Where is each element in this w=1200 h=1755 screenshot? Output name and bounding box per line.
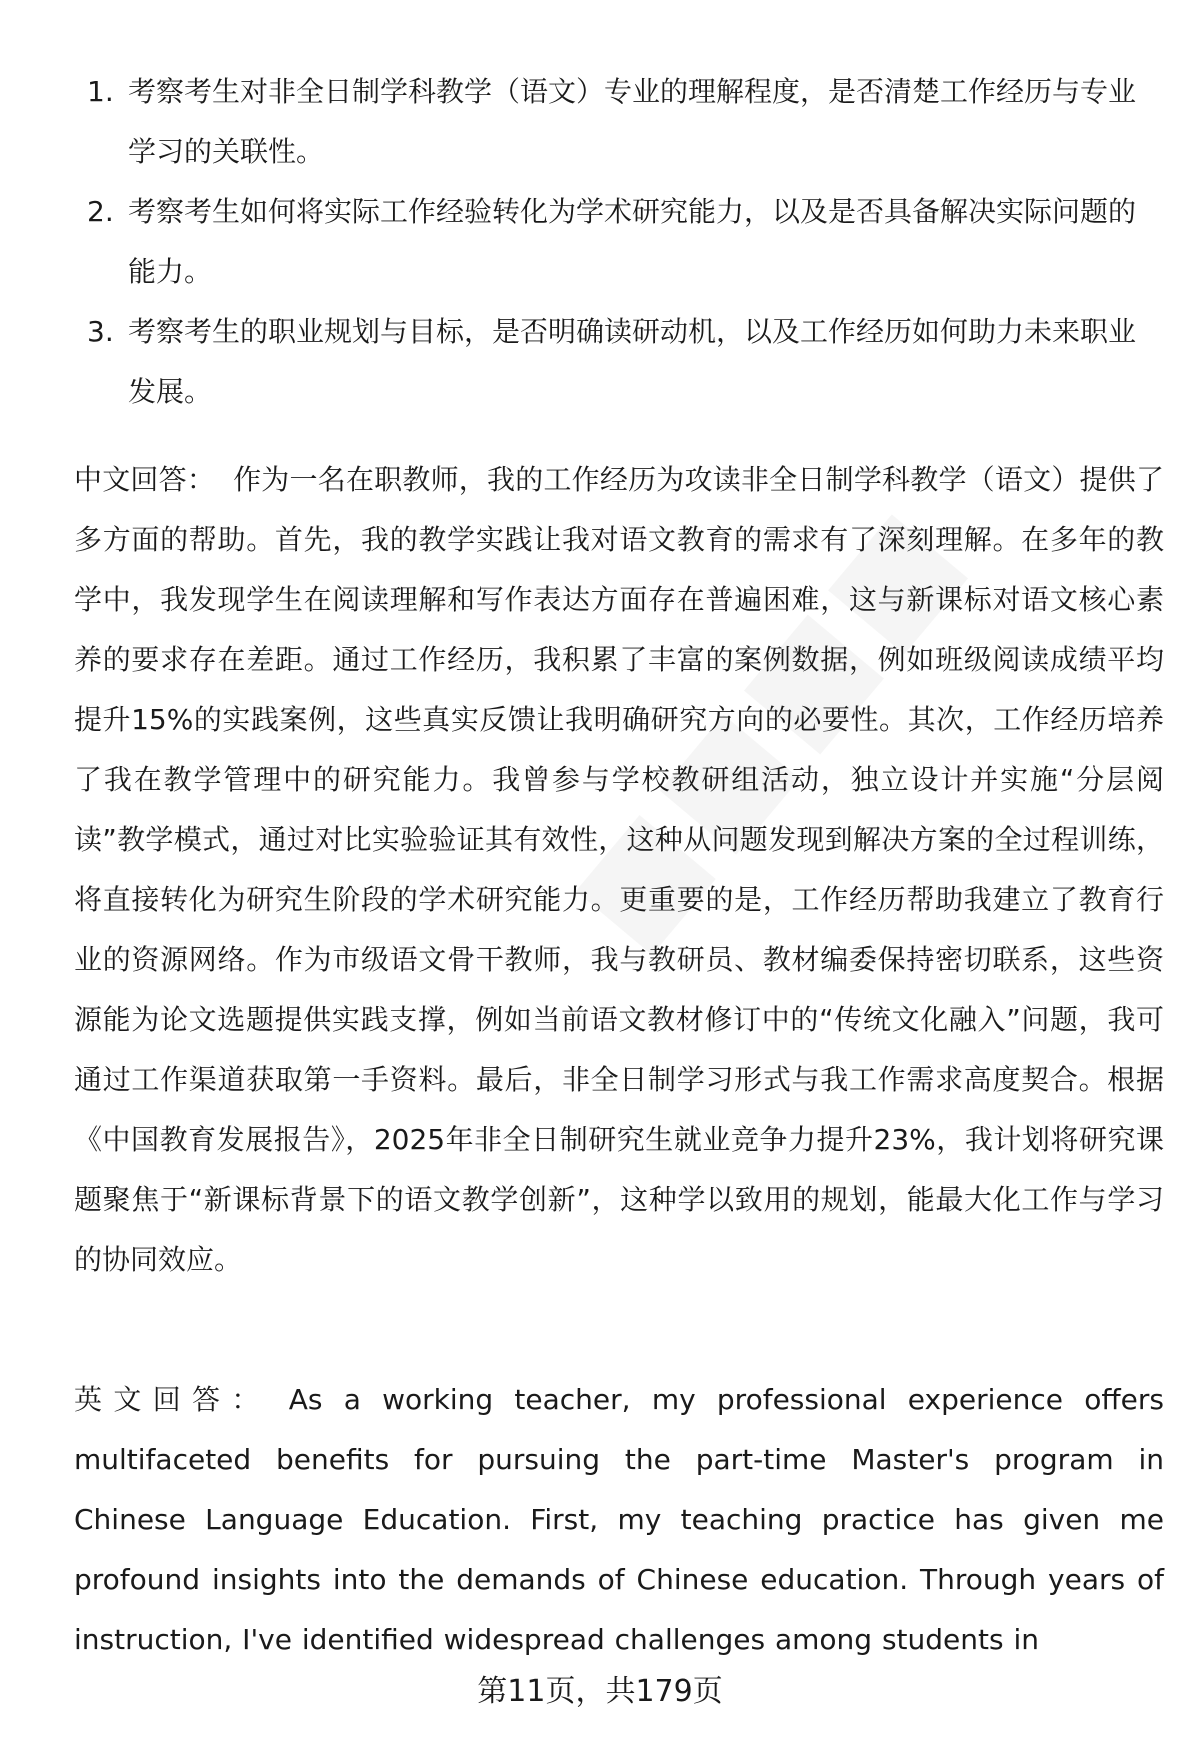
list-item-text: 考察考生如何将实际工作经验转化为学术研究能力，以及是否具备解决实际问题的能力。 <box>128 195 1137 288</box>
list-item <box>74 62 1154 182</box>
page-number: 第11页，共179页 <box>477 1674 723 1709</box>
chinese-answer-text: 作为一名在职教师，我的工作经历为攻读非全日制学科教学（语文）提供了多方面的帮助。首先，我的教学实践让我对语文教育的需求有了深刻理解。在多年的教学中，我发现学生在阅读理解和写作表达方面存在普遍困难，这与新课标对语文核心素养的要求存在差距。通过工作经历，我积累了丰富的案例数据，例如班级阅读成绩平均提升15%的实践案例，这些真实反馈让我明确研究方向的必要性。其次，工作经历培养了我在教学管理中的研究能力。我曾参与学校教研组活动，独立设计并实施“分层阅读”教学模式，通过对比实验验证其有效性，这种从问题发现到解决方案的全过程训练，将直接转化为研究生阶段的学术研究能力。更重要的是，工作经历帮助我建立了教育行业的资源网络。作为市级语文骨干教师，我与教研员、教材编委保持密切联系，这些资源能为论文选题提供实践支撑，例如当前语文教材修订中的“传统文化融入”问题，我可通过工作渠道获取第一手资料。最后，非全日制学习形式与我工作需求高度契合。根据《中国教育发展报告》，2025年非全日制研究生就业竞争力提升23%，我计划将研究课题聚焦于“新课标背景下的语文教学创新”，这种学以致用的规划，能最大化工作与学习的协同效应。 <box>74 463 1164 1276</box>
list-item <box>74 182 1154 302</box>
list-item-text: 考察考生的职业规划与目标，是否明确读研动机，以及工作经历如何助力未来职业发展。 <box>128 315 1137 408</box>
question-list <box>74 62 1154 422</box>
list-item-number: 3. <box>87 315 114 348</box>
chinese-answer-label: 中文回答： <box>74 463 216 496</box>
list-item-text: 考察考生对非全日制学科教学（语文）专业的理解程度，是否清楚工作经历与专业学习的关联性。 <box>128 75 1137 168</box>
english-answer-paragraph <box>74 1370 1164 1670</box>
list-item-number: 2. <box>87 195 114 228</box>
list-item-number: 1. <box>87 75 114 108</box>
chinese-answer-paragraph <box>74 450 1164 1290</box>
english-answer-label: 英文回答： <box>74 1383 271 1416</box>
english-answer-text: As a working teacher, my professional experience offers multifaceted benefits for pursuing the part-time Master's program in Chinese Language Education. First, my teaching practice has given me profound insights into the demands of Chinese education. Through years of instruction, I've identified widespread challenges among students in <box>74 1383 1164 1656</box>
list-item <box>74 302 1154 422</box>
